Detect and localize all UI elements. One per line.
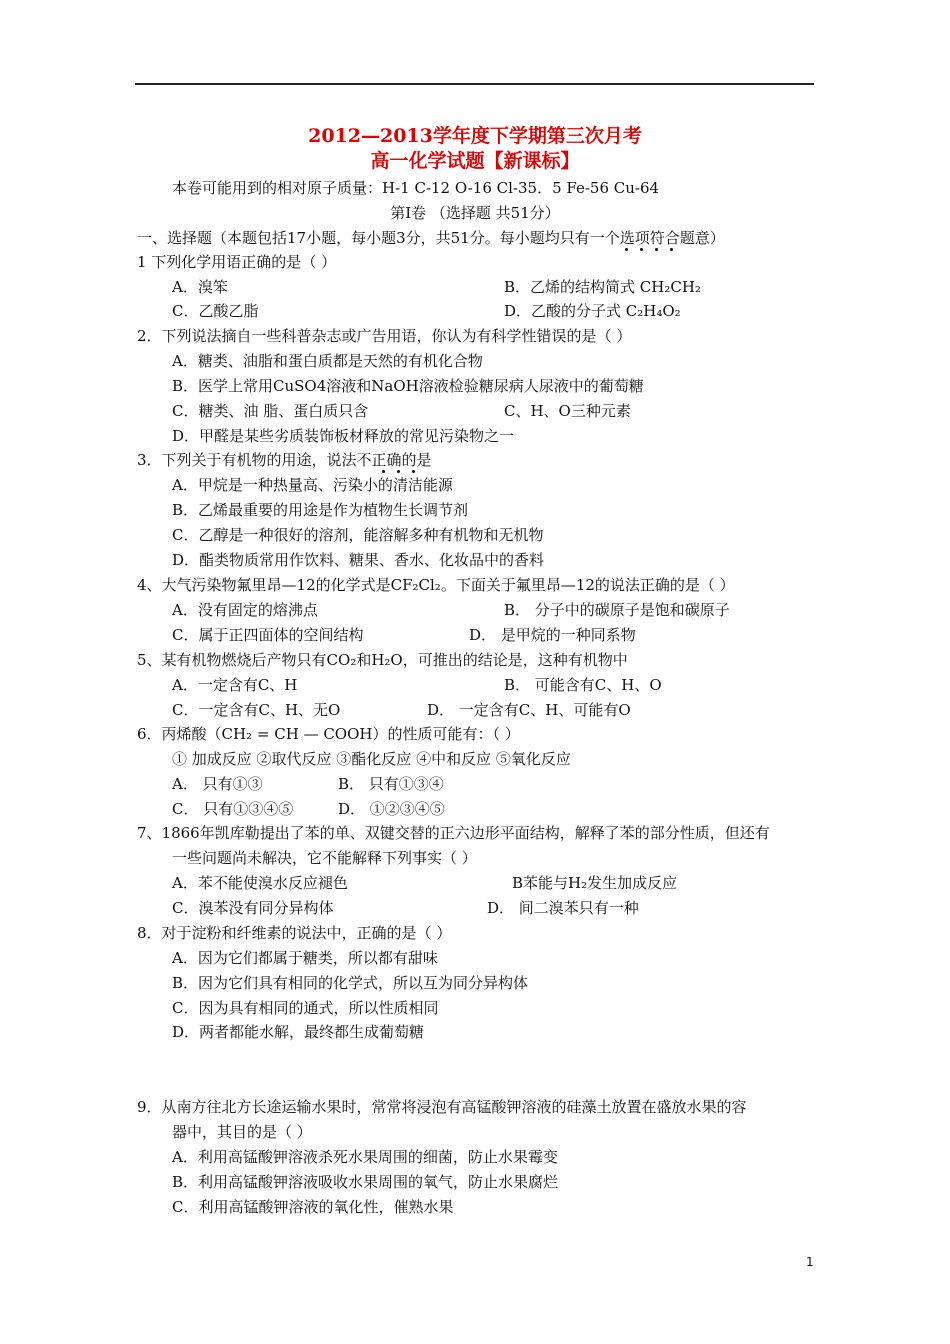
question-6-option-c: C． 只有①③④⑤	[172, 800, 294, 818]
question-6-option-b: B． 只有①③④	[338, 775, 444, 793]
question-1-option-a: A．溴笨	[172, 278, 228, 296]
question-7-stem-cont: 一些问题尚未解决，它不能解释下列事实（ ）	[172, 849, 477, 867]
question-6-option-a: A． 只有①③	[172, 775, 263, 793]
question-8-stem: 8．对于淀粉和纤维素的说法中，正确的是（ ）	[137, 924, 452, 942]
question-1-option-c: C．乙酸乙脂	[172, 302, 259, 320]
question-5-option-b: B． 可能含有C、H、O	[504, 676, 662, 694]
question-4-option-c: C．属于正四面体的空间结构	[172, 626, 364, 644]
emphasis-dot	[670, 248, 673, 251]
emphasis-dot	[397, 470, 400, 473]
question-7-option-d: D． 间二溴苯只有一种	[487, 899, 639, 917]
question-2-stem: 2．下列说法摘自一些科普杂志或广告用语，你认为有科学性错误的是（ ）	[137, 327, 632, 345]
question-4-option-a: A．没有固定的熔沸点	[172, 601, 318, 619]
atomic-masses-line: 本卷可能用到的相对原子质量：H-1 C-12 O-16 Cl-35．5 Fe-56 Cu-64	[172, 179, 660, 197]
emphasis-dot	[625, 248, 628, 251]
question-7-option-a: A．苯不能使溴水反应褪色	[172, 874, 348, 892]
question-6-items: ① 加成反应 ②取代反应 ③酯化反应 ④中和反应 ⑤氧化反应	[172, 750, 571, 768]
question-4-option-d: D． 是甲烷的一种同系物	[469, 626, 636, 644]
exam-title: 2012—2013学年度下学期第三次月考	[308, 125, 642, 147]
question-7-option-c: C．溴苯没有同分异构体	[172, 899, 334, 917]
question-1-option-d: D．乙酸的分子式 C₂H₄O₂	[504, 302, 681, 320]
emphasis-dot	[412, 470, 415, 473]
question-3-option-b: B．乙烯最重要的用途是作为植物生长调节剂	[172, 501, 469, 519]
question-9-option-c: C．利用高锰酸钾溶液的氧化性，催熟水果	[172, 1198, 454, 1216]
header-rule	[135, 83, 814, 85]
question-2-option-d: D．甲醛是某些劣质装饰板材释放的常见污染物之一	[172, 427, 515, 445]
volume-heading: 第Ⅰ卷 （选择题 共51分）	[390, 204, 560, 222]
emphasis-dot	[640, 248, 643, 251]
question-1-option-b: B．乙烯的结构简式 CH₂CH₂	[504, 278, 701, 296]
question-5-option-d: D． 一定含有C、H、可能有O	[427, 701, 631, 719]
question-6-option-d: D． ①②③④⑤	[338, 800, 445, 818]
question-3-stem: 3．下列关于有机物的用途，说法不正确的是	[137, 451, 432, 469]
question-8-option-b: B．因为它们具有相同的化学式，所以互为同分异构体	[172, 974, 529, 992]
question-3-option-a: A．甲烷是一种热量高、污染小的清洁能源	[172, 476, 453, 494]
exam-subtitle: 高一化学试题【新课标】	[370, 150, 580, 172]
question-3-option-c: C．乙醇是一种很好的溶剂，能溶解多种有机物和无机物	[172, 526, 544, 544]
question-9-option-a: A．利用高锰酸钾溶液杀死水果周围的细菌，防止水果霉变	[172, 1148, 558, 1166]
question-7-stem: 7、1866年凯库勒提出了苯的单、双键交替的正六边形平面结构，解释了苯的部分性质，但还有	[137, 824, 770, 842]
question-9-option-b: B．利用高锰酸钾溶液吸收水果周围的氧气，防止水果腐烂	[172, 1173, 559, 1191]
emphasis-dot	[655, 248, 658, 251]
question-5-option-c: C．一定含有C、H、无O	[172, 701, 341, 719]
section-heading: 一、选择题（本题包括17小题，每小题3分，共51分。每小题均只有一个选项符合题意）	[137, 229, 725, 247]
question-4-stem: 4、大气污染物氟里昂—12的化学式是CF₂Cl₂。下面关于氟里昂—12的说法正确的是（ ）	[137, 576, 735, 594]
question-2-option-b: B．医学上常用CuSO4溶液和NaOH溶液检验糖尿病人尿液中的葡萄糖	[172, 377, 644, 395]
question-7-option-b: B苯能与H₂发生加成反应	[512, 874, 678, 892]
question-9-stem: 9．从南方往北方长途运输水果时，常常将浸泡有高锰酸钾溶液的硅藻土放置在盛放水果的容	[137, 1098, 747, 1116]
question-2-option-a: A．糖类、油脂和蛋白质都是天然的有机化合物	[172, 352, 483, 370]
question-4-option-b: B． 分子中的碳原子是饱和碳原子	[504, 601, 730, 619]
question-5-stem: 5、某有机物燃烧后产物只有CO₂和H₂O，可推出的结论是，这种有机物中	[137, 651, 628, 669]
question-3-option-d: D．酯类物质常用作饮料、糖果、香水、化妆品中的香料	[172, 551, 545, 569]
question-8-option-d: D．两者都能水解，最终都生成葡萄糖	[172, 1023, 425, 1041]
question-9-stem-cont: 器中，其目的是（ ）	[172, 1123, 312, 1141]
question-2-option-c: C．糖类、油 脂、蛋白质只含	[172, 402, 369, 420]
question-5-option-a: A．一定含有C、H	[172, 676, 298, 694]
emphasis-dot	[382, 470, 385, 473]
question-1-stem: 1 下列化学用语正确的是（ ）	[137, 253, 337, 271]
page-number: 1	[806, 1255, 814, 1269]
question-2-option-c-cont: C、H、O三种元素	[504, 402, 631, 420]
question-8-option-a: A．因为它们都属于糖类，所以都有甜味	[172, 949, 438, 967]
question-6-stem: 6．丙烯酸（CH₂ = CH — COOH）的性质可能有：（ ）	[137, 725, 520, 743]
question-8-option-c: C．因为具有相同的通式，所以性质相同	[172, 999, 439, 1017]
